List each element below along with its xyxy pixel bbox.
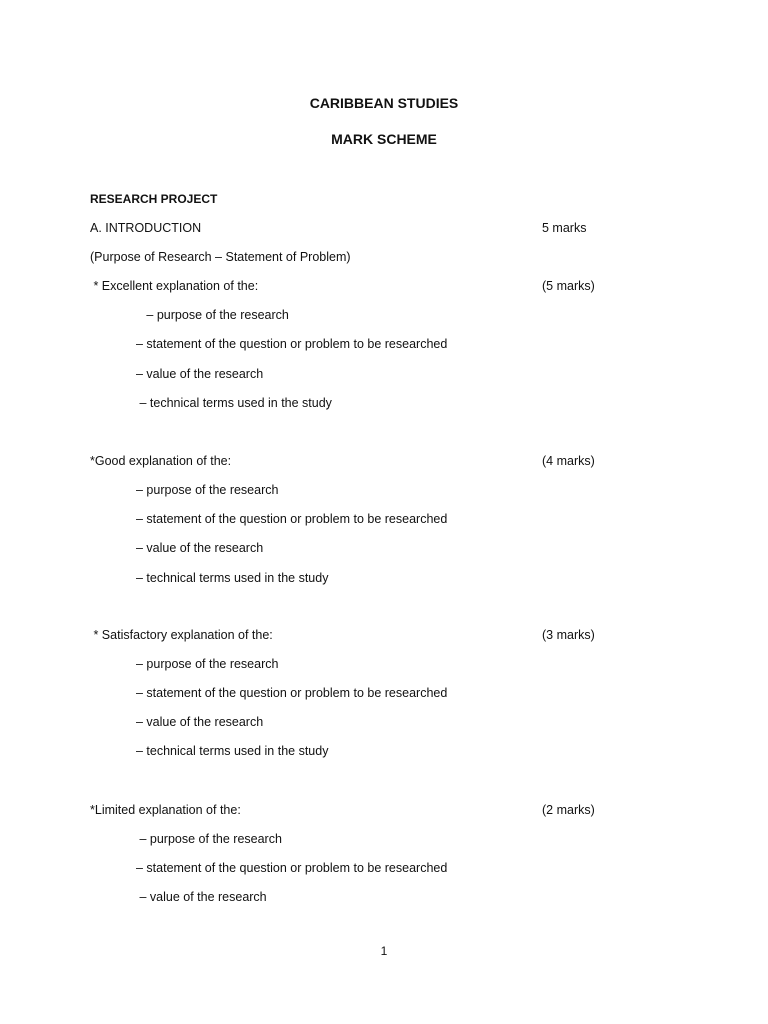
criterion-item: – statement of the question or problem to be researched: [136, 337, 448, 351]
criterion-marks: (5 marks): [542, 279, 595, 293]
criterion-label: *Limited explanation of the:: [90, 803, 241, 817]
criterion-label: *Good explanation of the:: [90, 454, 232, 468]
criterion-item: – statement of the question or problem to be researched: [136, 512, 448, 526]
criterion-marks: (3 marks): [542, 628, 595, 642]
criterion-item: – technical terms used in the study: [136, 571, 329, 585]
criterion-item: – statement of the question or problem to be researched: [136, 861, 448, 875]
criterion-item: – purpose of the research: [136, 832, 282, 846]
intro-marks: 5 marks: [542, 221, 587, 235]
intro-note: (Purpose of Research – Statement of Problem): [90, 250, 351, 264]
criterion-item: – value of the research: [136, 367, 264, 381]
criterion-label: * Satisfactory explanation of the:: [90, 628, 273, 642]
criterion-marks: (2 marks): [542, 803, 595, 817]
criterion-marks: (4 marks): [542, 454, 595, 468]
criterion-item: – value of the research: [136, 715, 264, 729]
criterion-label: * Excellent explanation of the:: [90, 279, 259, 293]
document-title: CARIBBEAN STUDIES: [309, 95, 459, 111]
section-heading: RESEARCH PROJECT: [90, 192, 218, 206]
criterion-item: – purpose of the research: [136, 483, 279, 497]
criterion-item: – value of the research: [136, 890, 267, 904]
criterion-item: – purpose of the research: [136, 657, 279, 671]
document-subtitle: MARK SCHEME: [331, 131, 437, 147]
intro-heading: A. INTRODUCTION: [90, 221, 202, 235]
criterion-item: – technical terms used in the study: [136, 396, 332, 410]
criterion-item: – statement of the question or problem to be researched: [136, 686, 448, 700]
criterion-item: – technical terms used in the study: [136, 744, 329, 758]
page-number: 1: [380, 944, 388, 958]
criterion-item: – purpose of the research: [136, 308, 289, 322]
criterion-item: – value of the research: [136, 541, 264, 555]
